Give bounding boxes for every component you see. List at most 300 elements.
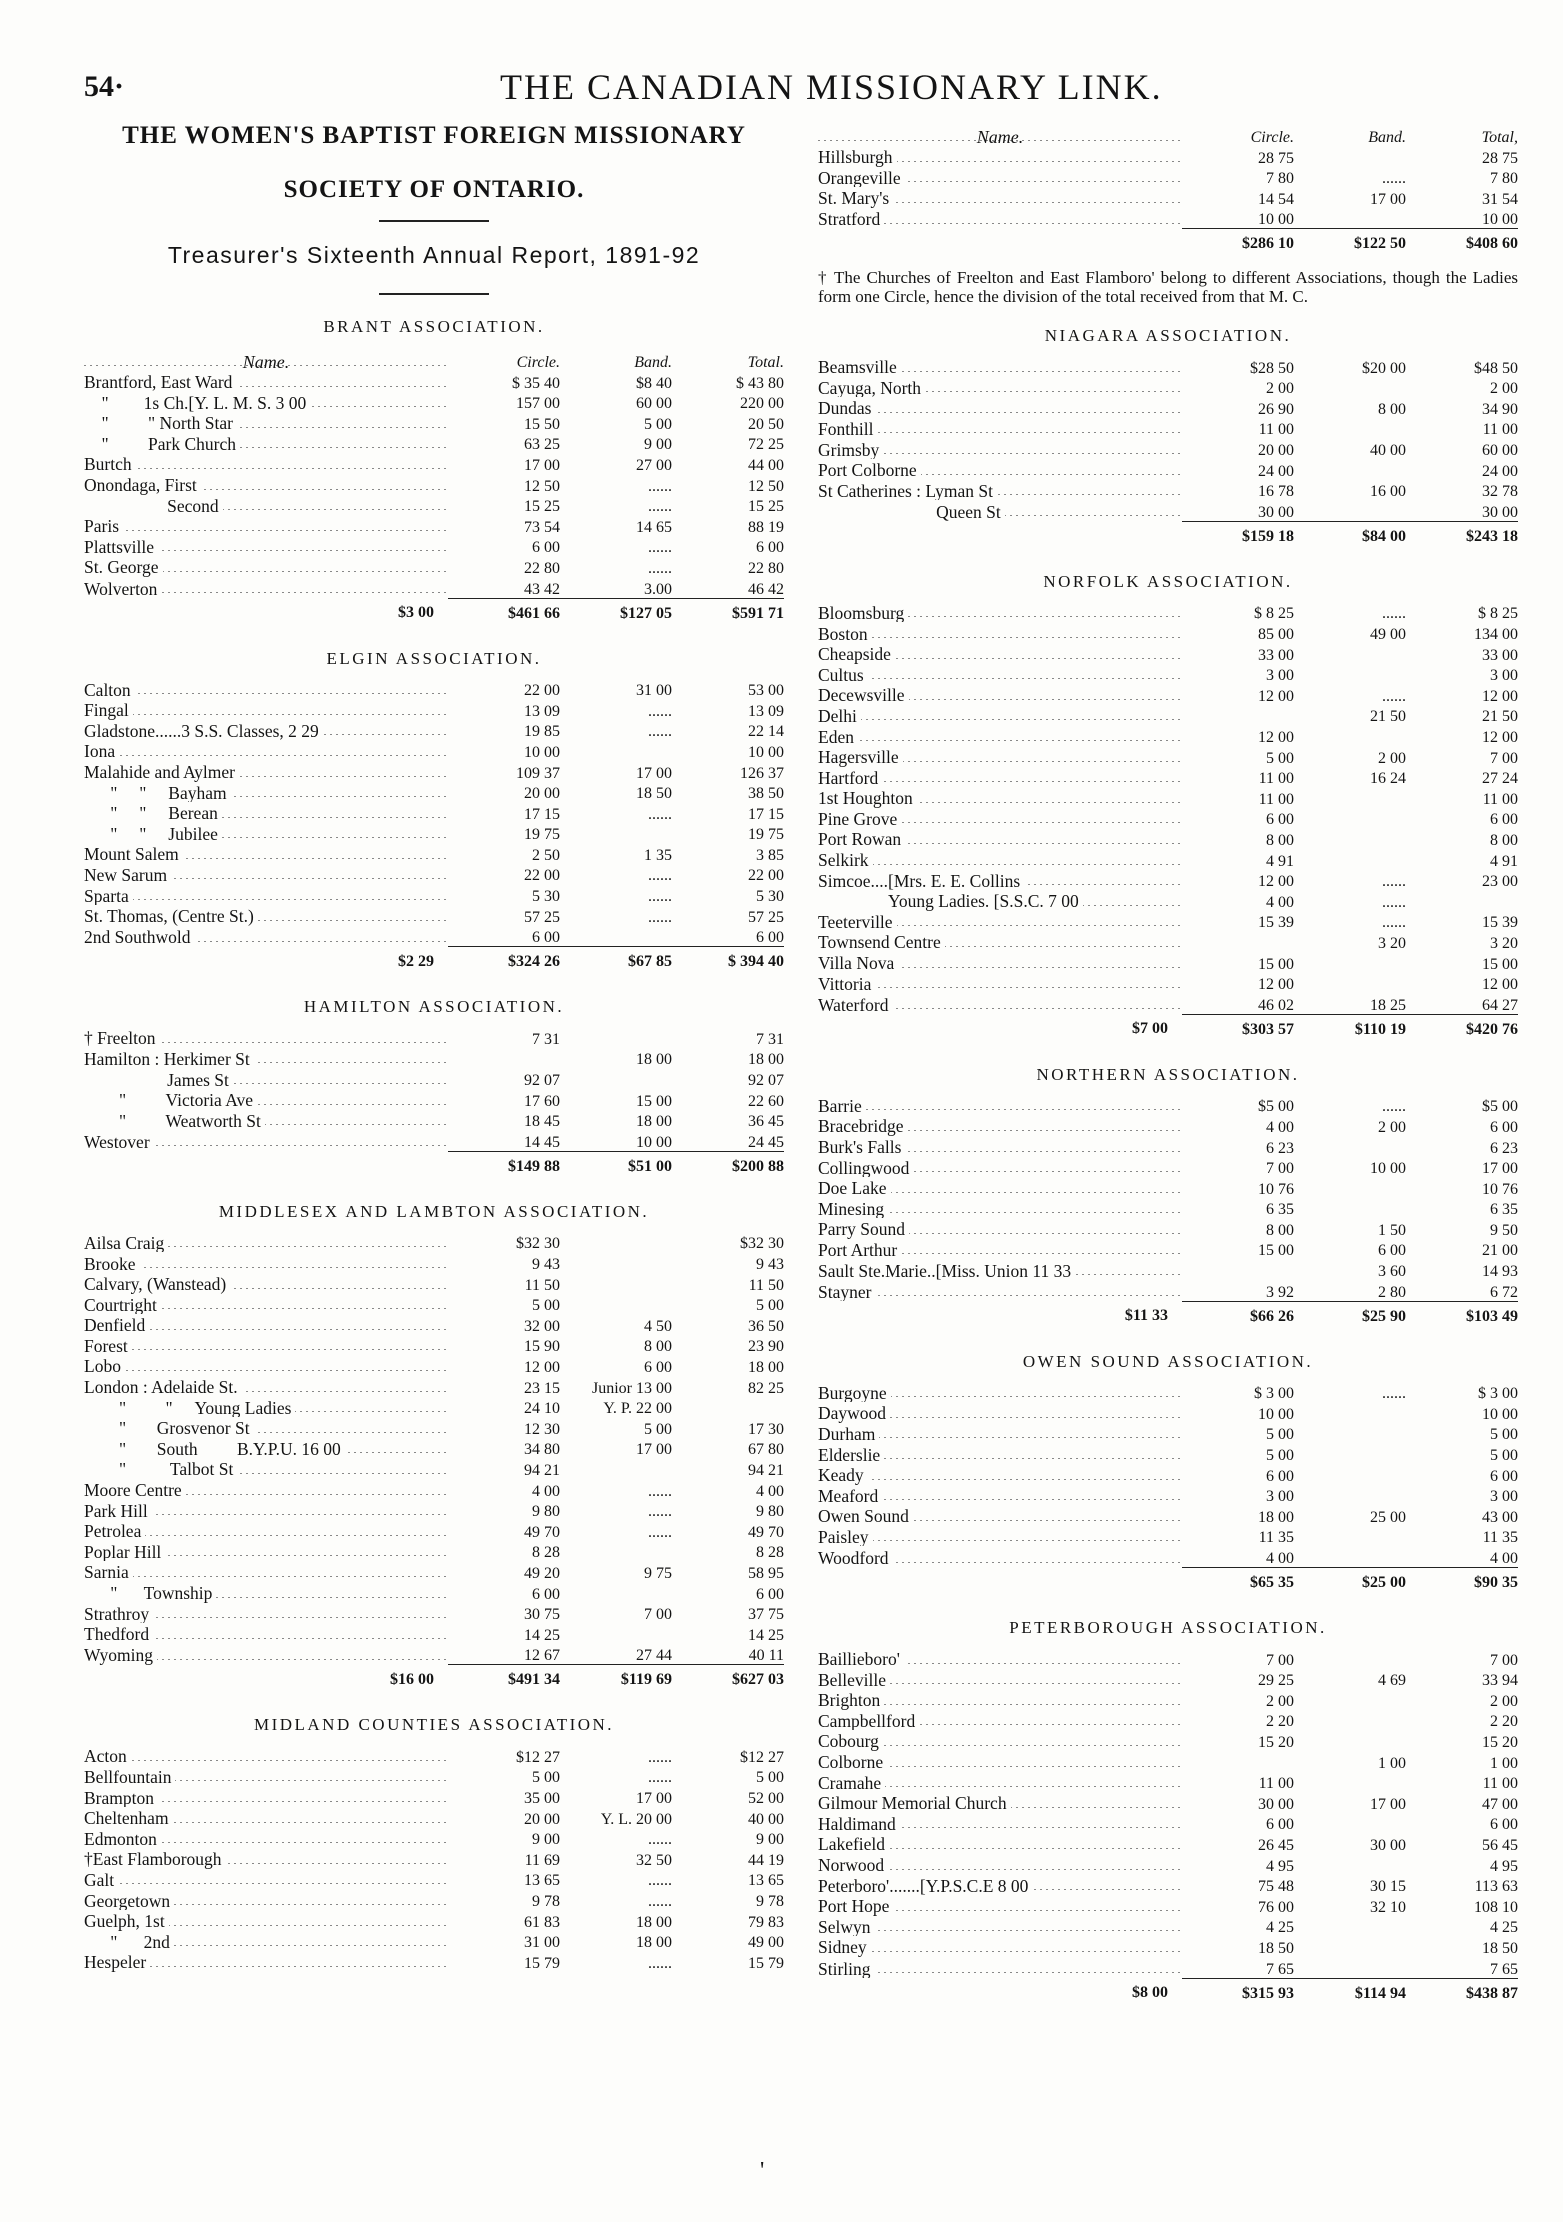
table-row (84, 1294, 784, 1315)
church-name-text: Cheltenham (84, 1808, 173, 1828)
church-name-text: Brampton (84, 1788, 158, 1808)
band-amount: 3.00 (644, 580, 672, 598)
table-row (818, 1916, 1518, 1937)
total-amount: 88 19 (748, 518, 784, 536)
church-name (84, 1397, 448, 1418)
total-amount: 18 50 (1482, 1939, 1518, 1957)
church-name-text: Park Hill (84, 1501, 152, 1521)
total-extra-amount (818, 229, 1182, 260)
church-name-text: St. Thomas, (Centre St.) (84, 906, 258, 926)
table-row (818, 418, 1518, 439)
band-total: $25 90 (1294, 1301, 1406, 1332)
church-name-text: Belleville (818, 1670, 890, 1690)
band-amount: 60 00 (636, 395, 672, 413)
total-amount: 79 83 (748, 1913, 784, 1931)
church-name (84, 926, 448, 947)
church-name-text: Townsend Centre (818, 932, 945, 952)
total-amount: 6 00 (1490, 1467, 1518, 1485)
church-name-text: Sparta (84, 886, 133, 906)
circle-amount: 19 85 (524, 723, 560, 741)
church-name (818, 931, 1182, 952)
grand-total: $103 49 (1406, 1301, 1518, 1332)
total-amount: 7 00 (1490, 1651, 1518, 1669)
band-amount: ...... (648, 805, 672, 823)
association-title: BRANT ASSOCIATION. (323, 317, 545, 336)
table-row (818, 1464, 1518, 1485)
page-title: THE CANADIAN MISSIONARY LINK. (500, 67, 1163, 107)
circle-amount: 12 67 (524, 1647, 560, 1665)
church-name-text: Port Rowan (818, 829, 905, 849)
church-name-text: Onondaga, First (84, 475, 201, 495)
church-name (84, 1314, 448, 1335)
association-table (818, 122, 1518, 259)
table-row (84, 1438, 784, 1459)
circle-amount: 15 79 (524, 1954, 560, 1972)
table-row (818, 1689, 1518, 1710)
total-extra-amount: $3 00 (398, 604, 434, 622)
total-amount: 2 00 (1490, 380, 1518, 398)
church-name-text: Barrie (818, 1096, 866, 1116)
table-row (84, 1807, 784, 1828)
total-amount: 9 43 (756, 1256, 784, 1273)
total-amount: 11 00 (1482, 790, 1518, 808)
total-amount: 113 63 (1474, 1878, 1518, 1896)
band-amount: 18 00 (636, 1051, 672, 1069)
table-row (84, 1786, 784, 1807)
church-name (84, 1130, 448, 1151)
band-amount: 18 00 (636, 1934, 672, 1952)
circle-total: $324 26 (448, 947, 560, 978)
association-table (84, 1232, 784, 1695)
church-name-text: 2nd Southwold (84, 927, 194, 947)
table-row (818, 664, 1518, 685)
church-name-text: Teeterville (818, 912, 897, 932)
total-amount: 47 00 (1482, 1795, 1518, 1813)
band-amount (560, 1027, 672, 1048)
table-row (818, 828, 1518, 849)
circle-amount: 75 48 (1258, 1878, 1294, 1896)
circle-amount: 10 76 (1258, 1180, 1294, 1198)
church-name-text: " Weatworth St (84, 1111, 265, 1131)
total-amount: 6 00 (756, 1585, 784, 1603)
total-amount: 5 00 (756, 1297, 784, 1315)
band-amount (560, 1068, 672, 1089)
total-amount: 9 78 (756, 1893, 784, 1911)
table-row (818, 931, 1518, 952)
circle-amount: 18 50 (1258, 1939, 1294, 1957)
table-row (84, 1314, 784, 1335)
band-amount: 5 00 (644, 1420, 672, 1438)
band-amount (1294, 1936, 1406, 1957)
total-amount: 108 10 (1474, 1898, 1518, 1916)
table-row (818, 500, 1518, 521)
church-name-text: Minesing (818, 1199, 888, 1219)
circle-total: $149 88 (448, 1151, 560, 1182)
church-name (818, 187, 1182, 208)
church-name (818, 1689, 1182, 1710)
church-name-text: Bellfountain (84, 1767, 175, 1787)
church-name (818, 1423, 1182, 1444)
table-row (84, 1335, 784, 1356)
circle-amount: 10 00 (1258, 1405, 1294, 1423)
band-total: $119 69 (560, 1665, 672, 1696)
total-amount: 52 00 (748, 1790, 784, 1808)
church-name-text: Waterford (818, 995, 893, 1015)
total-amount: 4 95 (1490, 1857, 1518, 1875)
circle-amount: 9 00 (532, 1831, 560, 1849)
church-name-text: Mount Salem (84, 844, 183, 864)
church-name (84, 761, 448, 782)
table-row (818, 480, 1518, 501)
circle-amount: 6 00 (1266, 1816, 1294, 1834)
total-amount: 40 00 (748, 1810, 784, 1828)
table-row (84, 1027, 784, 1048)
association-title: NIAGARA ASSOCIATION. (1044, 326, 1292, 346)
church-name-text: New Sarum (84, 865, 171, 885)
church-name (84, 720, 448, 741)
total-amount: 18 00 (748, 1051, 784, 1069)
table-row (818, 1751, 1518, 1772)
circle-amount: 49 20 (524, 1564, 560, 1582)
total-amount: 18 00 (748, 1358, 784, 1376)
church-name-text: Hillsburgh (818, 147, 897, 167)
church-name-text: Burk's Falls (818, 1137, 905, 1157)
band-amount: 1 35 (644, 846, 672, 864)
church-name-text: Bloomsburg (818, 603, 908, 623)
church-name (818, 356, 1182, 377)
total-extra-amount (818, 1568, 1182, 1599)
table-row (818, 208, 1518, 229)
table-row (84, 392, 784, 413)
total-amount: 3 20 (1490, 934, 1518, 952)
table-row (84, 679, 784, 700)
circle-amount: 11 00 (1258, 1775, 1294, 1793)
circle-amount: 24 00 (1258, 462, 1294, 480)
association-total-row (84, 1665, 784, 1696)
table-row (84, 699, 784, 720)
total-amount: 82 25 (748, 1379, 784, 1397)
circle-amount: 9 78 (532, 1893, 560, 1911)
total-amount: $48 50 (1474, 359, 1518, 377)
band-amount (1294, 808, 1406, 829)
table-row (84, 1089, 784, 1110)
band-amount: 6 00 (644, 1358, 672, 1376)
total-amount: 58 95 (748, 1564, 784, 1582)
church-name-text: " Grosvenor St (84, 1418, 254, 1438)
church-name (818, 146, 1182, 167)
table-row (84, 1561, 784, 1582)
total-amount: 44 00 (748, 456, 784, 474)
table-row (818, 1115, 1518, 1136)
table-row (84, 1745, 784, 1766)
total-amount: 12 50 (748, 477, 784, 495)
band-amount: 4 50 (644, 1317, 672, 1335)
total-amount: 17 15 (748, 805, 784, 823)
circle-amount: 3 92 (1266, 1283, 1294, 1301)
church-name (84, 1232, 448, 1253)
church-name (818, 767, 1182, 788)
column-header: Name. (818, 122, 1182, 146)
band-amount (560, 1623, 672, 1644)
band-amount (1294, 418, 1406, 439)
total-amount: 38 50 (748, 785, 784, 803)
total-amount (1406, 890, 1518, 911)
table-row (84, 1376, 784, 1397)
church-name (84, 1786, 448, 1807)
church-name-text: Georgetown (84, 1891, 174, 1911)
church-name (818, 808, 1182, 829)
table-row (818, 1485, 1518, 1506)
circle-amount: 12 00 (1258, 729, 1294, 746)
total-amount: 6 00 (756, 929, 784, 947)
society-line-1: THE WOMEN'S BAPTIST FOREIGN MISSIONARY (122, 122, 746, 149)
table-row (84, 1520, 784, 1541)
total-amount: 14 25 (748, 1626, 784, 1644)
total-amount: 10 00 (1482, 211, 1518, 229)
total-amount: 134 00 (1474, 626, 1518, 644)
church-name-text: 1st Houghton (818, 788, 917, 808)
church-name (818, 1546, 1182, 1567)
table-row (84, 1623, 784, 1644)
circle-amount: 6 00 (1266, 1467, 1294, 1485)
table-row (818, 1095, 1518, 1116)
circle-amount: 11 69 (524, 1851, 560, 1869)
church-name (84, 371, 448, 392)
circle-total: $66 26 (1182, 1301, 1294, 1332)
church-name-text: Selwyn (818, 1917, 875, 1937)
church-name (84, 1273, 448, 1294)
band-amount: 30 00 (1370, 1836, 1406, 1854)
band-amount: 1 50 (1378, 1221, 1406, 1239)
table-row (818, 952, 1518, 973)
circle-amount: 20 00 (524, 1810, 560, 1828)
church-name (84, 412, 448, 433)
band-amount (560, 1541, 672, 1562)
band-amount: 18 50 (636, 785, 672, 803)
divider (379, 220, 489, 222)
church-name (818, 1157, 1182, 1178)
table-row (818, 725, 1518, 746)
table-row (84, 884, 784, 905)
band-amount: ...... (1382, 1385, 1406, 1403)
total-amount: 92 07 (748, 1072, 784, 1090)
total-amount: 37 75 (748, 1606, 784, 1624)
circle-amount: 22 00 (524, 682, 560, 700)
church-name-text: Queen St (818, 502, 1005, 522)
church-name-text: †East Flamborough (84, 1849, 226, 1869)
circle-amount: 7 00 (1266, 1651, 1294, 1669)
band-amount: 5 00 (644, 415, 672, 433)
church-name-text: Beamsville (818, 357, 901, 377)
table-row (84, 1355, 784, 1376)
church-name-text: Selkirk (818, 850, 873, 870)
circle-amount: 5 00 (1266, 1447, 1294, 1465)
band-amount (1294, 1177, 1406, 1198)
circle-amount: 3 00 (1266, 667, 1294, 685)
table-row (818, 146, 1518, 167)
association-total-row (84, 947, 784, 978)
band-amount: ...... (648, 498, 672, 516)
right-column (818, 122, 1518, 2009)
church-name (84, 453, 448, 474)
total-amount: 40 11 (748, 1647, 784, 1665)
band-amount (1294, 1546, 1406, 1567)
circle-amount: 23 15 (524, 1379, 560, 1397)
church-name-text: Cramahe (818, 1773, 885, 1793)
circle-amount: 32 00 (524, 1317, 560, 1335)
total-amount: 11 00 (1482, 421, 1518, 439)
circle-total: $303 57 (1182, 1014, 1294, 1045)
circle-amount: 15 90 (524, 1338, 560, 1356)
church-name (818, 684, 1182, 705)
total-amount: 60 00 (1482, 442, 1518, 460)
church-name (818, 602, 1182, 623)
band-amount: 9 00 (644, 436, 672, 454)
church-name-text: Orangeville (818, 168, 905, 188)
band-amount: 2 00 (1378, 1118, 1406, 1136)
total-amount: 44 19 (748, 1851, 784, 1869)
band-amount: ...... (648, 867, 672, 885)
circle-amount: 7 00 (1266, 1160, 1294, 1178)
band-amount: 8 00 (1378, 400, 1406, 418)
church-name (84, 1623, 448, 1644)
circle-amount: $ 3 00 (1254, 1385, 1294, 1403)
church-name-text: Courtright (84, 1295, 161, 1315)
band-total: $110 19 (1294, 1014, 1406, 1045)
total-amount: 36 50 (748, 1317, 784, 1335)
church-name-text: † Freelton (84, 1028, 159, 1048)
church-name (818, 1402, 1182, 1423)
band-amount (1294, 1464, 1406, 1485)
total-amount: 13 09 (748, 702, 784, 720)
total-amount: 12 00 (1482, 687, 1518, 705)
circle-amount (1182, 705, 1294, 726)
band-amount (1294, 1689, 1406, 1710)
total-amount: 32 78 (1482, 483, 1518, 501)
church-name (84, 1561, 448, 1582)
total-amount: 11 00 (1482, 1775, 1518, 1793)
church-name (818, 1710, 1182, 1731)
band-amount: 40 00 (1370, 442, 1406, 460)
table-row (84, 864, 784, 885)
total-amount: 30 00 (1482, 503, 1518, 521)
grand-total: $243 18 (1406, 521, 1518, 552)
association-table (84, 347, 784, 629)
total-amount: 15 25 (748, 498, 784, 516)
table-row (84, 905, 784, 926)
band-amount: 17 00 (636, 1441, 672, 1459)
society-line-2: SOCIETY OF ONTARIO. (283, 176, 585, 203)
band-amount: 10 00 (1370, 1160, 1406, 1178)
church-name (818, 1443, 1182, 1464)
association-total-row (818, 1301, 1518, 1332)
table-row (84, 926, 784, 947)
circle-amount: 4 00 (1266, 1118, 1294, 1136)
circle-amount: 157 00 (516, 395, 560, 413)
church-name (84, 1910, 448, 1931)
church-name-text: Sarnia (84, 1562, 133, 1582)
total-amount: 31 54 (1482, 190, 1518, 208)
circle-amount: 57 25 (524, 908, 560, 926)
circle-amount: 30 75 (524, 1606, 560, 1624)
total-amount: 34 90 (1482, 400, 1518, 418)
church-name-text: Paisley (818, 1527, 873, 1547)
church-name-text: Iona (84, 741, 119, 761)
band-amount: 16 24 (1370, 770, 1406, 788)
circle-amount: 6 00 (532, 1585, 560, 1603)
church-name (818, 1730, 1182, 1751)
association-total-row (818, 521, 1518, 552)
total-amount: 4 00 (1490, 1550, 1518, 1567)
church-name (818, 1280, 1182, 1301)
circle-amount: 26 45 (1258, 1836, 1294, 1854)
circle-total: $461 66 (448, 598, 560, 629)
band-amount (560, 1294, 672, 1315)
band-total: $122 50 (1294, 229, 1406, 260)
church-name-text: " 1s Ch.[Y. L. M. S. 3 00 (84, 393, 310, 413)
church-name-text: Second (84, 496, 223, 516)
band-amount: ...... (648, 1769, 672, 1787)
total-amount: 3 00 (1490, 667, 1518, 685)
band-amount: 14 65 (636, 518, 672, 536)
band-amount: 27 00 (636, 456, 672, 474)
church-name-text: James St (84, 1070, 233, 1090)
church-name (84, 556, 448, 577)
band-amount (1294, 973, 1406, 994)
church-name-text: Elderslie (818, 1445, 884, 1465)
church-name (84, 1294, 448, 1315)
association-title: ELGIN ASSOCIATION. (326, 648, 542, 668)
table-row (84, 1644, 784, 1665)
association-title: NORTHERN ASSOCIATION. (1036, 1064, 1300, 1084)
circle-amount: 12 00 (524, 1358, 560, 1376)
total-amount: 7 65 (1490, 1960, 1518, 1978)
band-total: $127 05 (560, 598, 672, 629)
church-name (84, 1828, 448, 1849)
total-amount: 1 00 (1490, 1754, 1518, 1772)
circle-amount: 13 65 (524, 1872, 560, 1890)
table-row (818, 1669, 1518, 1690)
circle-amount: 9 80 (532, 1503, 560, 1521)
table-row (84, 802, 784, 823)
church-name (818, 1218, 1182, 1239)
table-row (84, 474, 784, 495)
association-total-row (818, 1978, 1518, 2009)
band-amount (1294, 1730, 1406, 1751)
church-name (818, 1936, 1182, 1957)
circle-amount: 4 00 (1266, 1550, 1294, 1567)
total-amount: 6 00 (1490, 811, 1518, 829)
total-extra-amount (818, 521, 1182, 552)
table-row (84, 1869, 784, 1890)
band-amount: ...... (1382, 914, 1406, 932)
band-amount (1294, 146, 1406, 167)
church-name (84, 1458, 448, 1479)
church-name (84, 1541, 448, 1562)
table-row (84, 371, 784, 392)
church-name-text: Durham (818, 1424, 879, 1444)
church-name (84, 1644, 448, 1665)
total-amount: 15 39 (1482, 914, 1518, 932)
association-table (818, 602, 1518, 1045)
total-extra-amount: $16 00 (390, 1671, 434, 1689)
circle-amount: 85 00 (1258, 626, 1294, 644)
circle-amount: 15 00 (1258, 955, 1294, 973)
band-amount: Y. P. 22 00 (603, 1400, 672, 1418)
total-amount: 21 50 (1482, 708, 1518, 726)
church-name-text: Simcoe....[Mrs. E. E. Collins (818, 871, 1024, 891)
total-amount: 7 80 (1490, 170, 1518, 188)
